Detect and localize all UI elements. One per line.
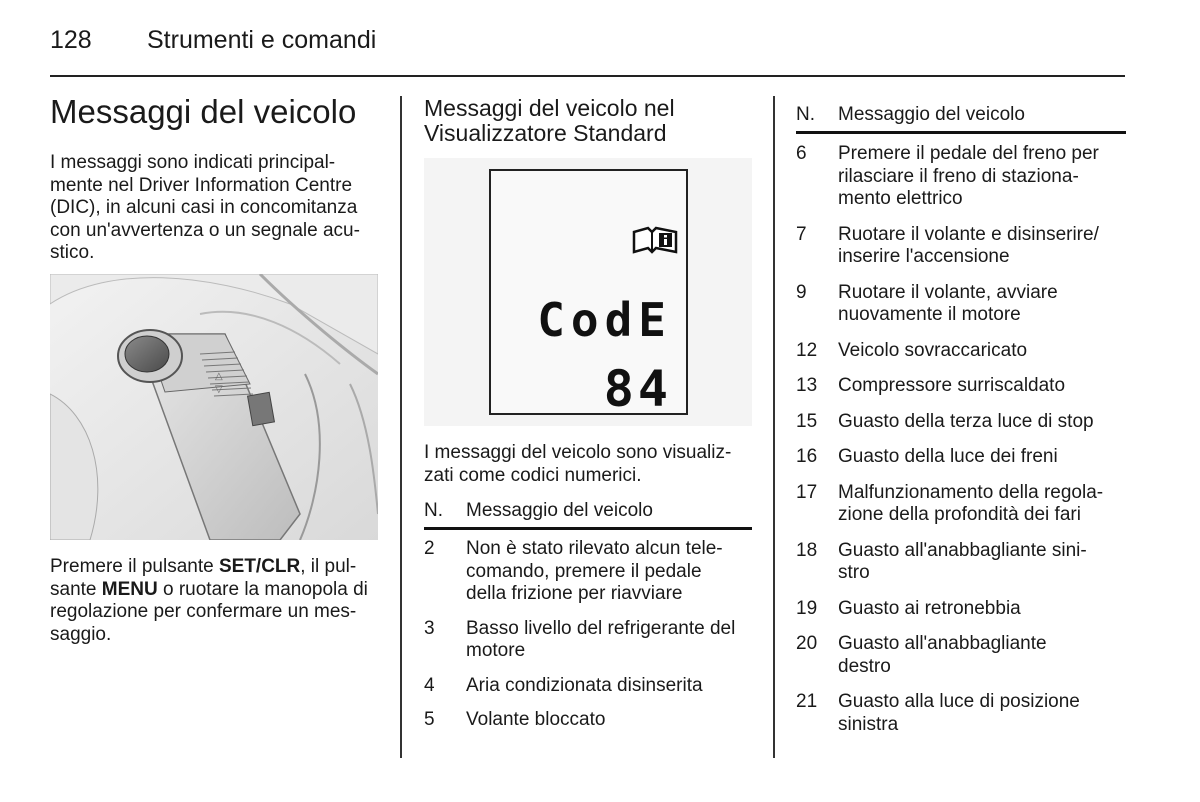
page-title: Messaggi del veicolo xyxy=(50,93,357,130)
table-row xyxy=(796,598,1126,621)
table-row xyxy=(796,340,1126,363)
col-header-n: N. xyxy=(796,104,815,125)
table-row xyxy=(796,540,1126,585)
table-row xyxy=(796,282,1126,327)
row-number: 15 xyxy=(796,410,818,432)
row-number: 6 xyxy=(796,143,807,164)
table-header xyxy=(424,496,752,530)
col-header-n: N. xyxy=(424,500,443,521)
row-message: Guasto della luce dei freni xyxy=(838,446,1058,467)
row-message: Volante bloccato xyxy=(466,709,606,730)
table-header xyxy=(796,100,1126,134)
table-row xyxy=(796,143,1126,211)
messages-table-1 xyxy=(424,496,752,732)
column-1 xyxy=(50,92,380,645)
row-number: 16 xyxy=(796,446,818,467)
row-message: Ruotare il volante, avviare nuovamente il motore xyxy=(838,281,1058,325)
table-row xyxy=(796,224,1126,269)
table-row xyxy=(424,618,752,663)
row-number: 13 xyxy=(796,375,818,396)
row-message: Guasto ai retronebbia xyxy=(838,597,1021,619)
row-number: 12 xyxy=(796,339,818,361)
column-2 xyxy=(424,95,754,730)
book-info-icon xyxy=(634,228,676,252)
table-row xyxy=(796,633,1126,678)
table-row xyxy=(796,411,1126,434)
row-message: Basso livello del refrigerante del motore xyxy=(466,617,736,661)
col-header-message: Messaggio del veicolo xyxy=(466,500,653,521)
row-number: 17 xyxy=(796,481,818,503)
table-row xyxy=(424,709,752,732)
row-message: Guasto all'anabbagliante destro xyxy=(838,633,1047,677)
row-number: 4 xyxy=(424,674,435,696)
row-number: 9 xyxy=(796,281,807,303)
codes-paragraph: I messaggi del veicolo sono visualiz- zati come codici numerici. xyxy=(424,442,732,486)
column-3 xyxy=(796,100,1126,736)
row-message: Veicolo sovraccaricato xyxy=(838,339,1028,361)
row-message: Guasto all'anabbagliante sini- stro xyxy=(838,539,1087,583)
caption-text-3: o ruotare la manopola di regolazione per confermare un mes- saggio. xyxy=(50,578,368,645)
table-rows xyxy=(424,538,752,732)
table-row xyxy=(796,482,1126,527)
table-row xyxy=(796,446,1126,469)
standard-display-figure xyxy=(424,158,752,426)
row-number: 2 xyxy=(424,538,435,559)
row-number: 19 xyxy=(796,597,818,619)
column-divider-1 xyxy=(400,96,402,758)
caption-paragraph xyxy=(50,556,380,646)
row-message: Aria condizionata disinserita xyxy=(466,674,703,696)
table-row xyxy=(796,375,1126,398)
col-header-message: Messaggio del veicolo xyxy=(838,104,1025,125)
header-rule xyxy=(50,75,1125,77)
row-number: 5 xyxy=(424,709,435,730)
page-number: 128 xyxy=(50,26,92,54)
row-message: Non è stato rilevato alcun tele- comando, premere il pedale della frizione per riavviare xyxy=(466,538,723,604)
section-title: Strumenti e comandi xyxy=(147,26,377,54)
caption-text-1: Premere il pulsante xyxy=(50,556,219,577)
row-number: 7 xyxy=(796,223,807,245)
stalk-photo xyxy=(50,274,378,540)
row-message: Malfunzionamento della regola- zione della profondità dei fari xyxy=(838,481,1104,525)
row-number: 20 xyxy=(796,633,818,654)
row-message: Compressore surriscaldato xyxy=(838,375,1066,396)
row-number: 18 xyxy=(796,539,818,561)
menu-label: MENU xyxy=(101,578,158,600)
table-rows xyxy=(796,143,1126,736)
set-clr-label: SET/CLR xyxy=(218,556,301,577)
caption-text-2: , il pul- sante xyxy=(50,556,357,600)
intro-paragraph: I messaggi sono indicati principal- mente nel Driver Information Centre (DIC), in alcuni casi in concomitanza con un'avvertenza o un segnale acu- stico. xyxy=(50,152,360,263)
display-code-number: 84 xyxy=(603,360,672,418)
table-row xyxy=(424,538,752,606)
column-divider-2 xyxy=(773,96,775,758)
svg-text:△: △ xyxy=(215,371,223,382)
display-code-text: CodE xyxy=(537,293,672,347)
table-row xyxy=(796,691,1126,736)
svg-text:▽: ▽ xyxy=(215,384,223,395)
row-message: Guasto della terza luce di stop xyxy=(838,410,1094,432)
row-message: Premere il pedale del freno per rilasciare il freno di staziona- mento elettrico xyxy=(838,143,1099,209)
row-number: 3 xyxy=(424,617,435,639)
table-row xyxy=(424,675,752,698)
standard-display-heading: Messaggi del veicolo nel Visualizzatore Standard xyxy=(424,95,675,146)
row-message: Ruotare il volante e disinserire/ inserire l'accensione xyxy=(838,223,1099,267)
row-message: Guasto alla luce di posizione sinistra xyxy=(838,691,1080,735)
row-number: 21 xyxy=(796,691,818,712)
